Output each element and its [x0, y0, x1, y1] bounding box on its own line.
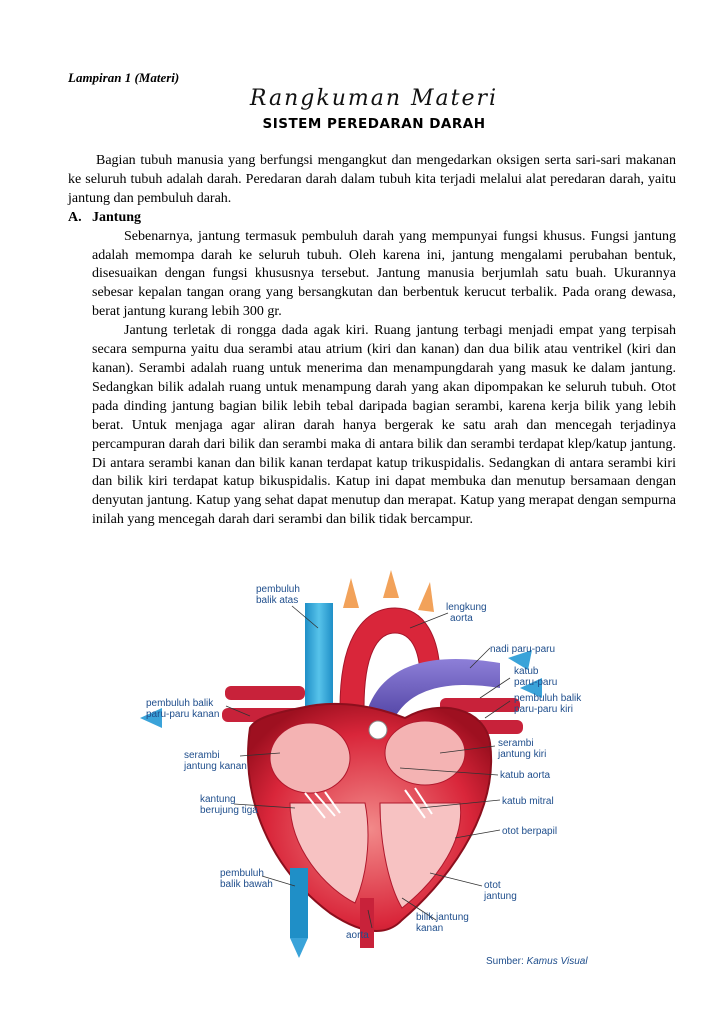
label-pembuluh-balik-bawah-1: pembuluh: [220, 868, 264, 879]
label-serambi-kanan-2: jantung kanan: [184, 761, 247, 772]
left-atrium: [385, 721, 465, 785]
label-katub-paru-1: katub: [514, 666, 539, 677]
section-number: A.: [68, 209, 82, 225]
page-title: Rangkuman Materi: [249, 86, 499, 111]
label-kantung-1: kantung: [200, 794, 236, 805]
label-katub-paru-2: paru-paru: [514, 677, 558, 688]
label-bilik-kanan-2: kanan: [416, 923, 444, 934]
right-atrium: [270, 723, 350, 793]
label-nadi-paru: nadi paru-paru: [490, 644, 556, 655]
label-katub-aorta: katub aorta: [500, 770, 551, 781]
section-body: [68, 228, 676, 531]
heart-diagram: [140, 568, 600, 968]
page-subtitle: SISTEM PEREDARAN DARAH: [262, 116, 486, 132]
section-paragraph-1: Sebenarnya, jantung termasuk pembuluh darah yang mempunyai fungsi khusus. Fungsi jantung adalah memompa darah ke seluruh tubuh. Oleh karena ini, jantung mengalami perubahan bentuk, disesuaikan dengan fungsi khususnya tersebut. Jantung manusia berjumlah satu buah. Ukurannya sebesar kepalan tangan orang yang bersangkutan dan berbentuk kerucut terbalik. Pada orang dewasa, berat jantung kurang lebih 300 gr.: [92, 228, 676, 320]
label-lengkung-aorta-1: lengkung: [446, 602, 487, 613]
label-pembuluh-balik-bawah-2: balik bawah: [220, 879, 273, 890]
label-otot-jantung-2: jantung: [484, 891, 517, 902]
source-credit: Sumber: Kamus Visual: [486, 956, 588, 967]
section-paragraph-2: Jantung terletak di rongga dada agak kiri. Ruang jantung terbagi menjadi empat yang terpisah secara sempurna yaitu dua serambi atau atrium (kiri dan kanan) dan dua bilik atau ventrikel (kiri dan kanan). Serambi adalah ruang untuk menerima dan menampungdarah yang masuk ke dalam jantung. Sedangkan bilik adalah ruang untuk menampung darah yang akan dipompakan ke seluruh tubuh. Otot pada dinding jantung bagian bilik lebih tebal daripada bagian serambi, karena kerja bilik yang lebih berat. Untuk menjaga agar aliran darah hanya bergerak ke satu arah dan mencegah terjadinya percampuran darah dari bilik dan serambi maka di antara bilik dan serambi terdapat klep/katup jantung. Di antara serambi kanan dan bilik kanan terdapat katup trikuspidalis. Sedangkan di antara serambi kiri dan bilik kiri terdapat katup bikuspidalis. Katup ini dapat membuka dan menutup bersamaan dengan denyutan jantung. Katup yang sehat dapat menutup dan merapat. Katup yang merapat dengan sempurna inilah yang mencegah darah dari serambi dan bilik tidak bercampur.: [92, 323, 676, 528]
intro-paragraph: Bagian tubuh manusia yang berfungsi mengangkut dan mengedarkan oksigen serta sari-sari makanan ke seluruh tubuh adalah darah. Peredaran darah dalam tubuh kita terjadi melalui alat peredaran darah, yaitu jantung dan pembuluh darah.: [68, 153, 676, 206]
inferior-vena-cava: [290, 868, 308, 938]
label-kantung-2: berujung tiga: [200, 805, 258, 816]
label-otot-berpapil: otot berpapil: [502, 826, 558, 837]
section-heading: [68, 209, 676, 228]
label-lengkung-aorta-2: aorta: [450, 613, 473, 624]
appendix-label: Lampiran 1 (Materi): [68, 70, 180, 85]
label-pb-paru-kanan-1: pembuluh balik: [146, 698, 214, 709]
label-pb-paru-kiri-2: paru-paru kiri: [514, 704, 573, 715]
label-serambi-kiri-2: jantung kiri: [498, 749, 547, 760]
aorta-flow-arrows: [343, 570, 434, 612]
label-katub-mitral: katub mitral: [502, 796, 554, 807]
label-serambi-kiri-1: serambi: [498, 738, 534, 749]
label-pb-paru-kanan-2: paru-paru kanan: [146, 709, 220, 720]
body-text: [68, 152, 676, 530]
section-title: Jantung: [92, 209, 142, 225]
label-pembuluh-balik-atas-2: balik atas: [256, 595, 299, 606]
label-serambi-kanan-1: serambi: [184, 750, 220, 761]
label-otot-jantung-1: otot: [484, 880, 501, 891]
label-pembuluh-balik-atas-1: pembuluh: [256, 584, 300, 595]
label-aorta: aorta: [346, 930, 369, 941]
label-pb-paru-kiri-1: pembuluh balik: [514, 693, 582, 704]
aortic-valve: [369, 721, 387, 739]
label-bilik-kanan-1: bilik jantung: [416, 912, 469, 923]
